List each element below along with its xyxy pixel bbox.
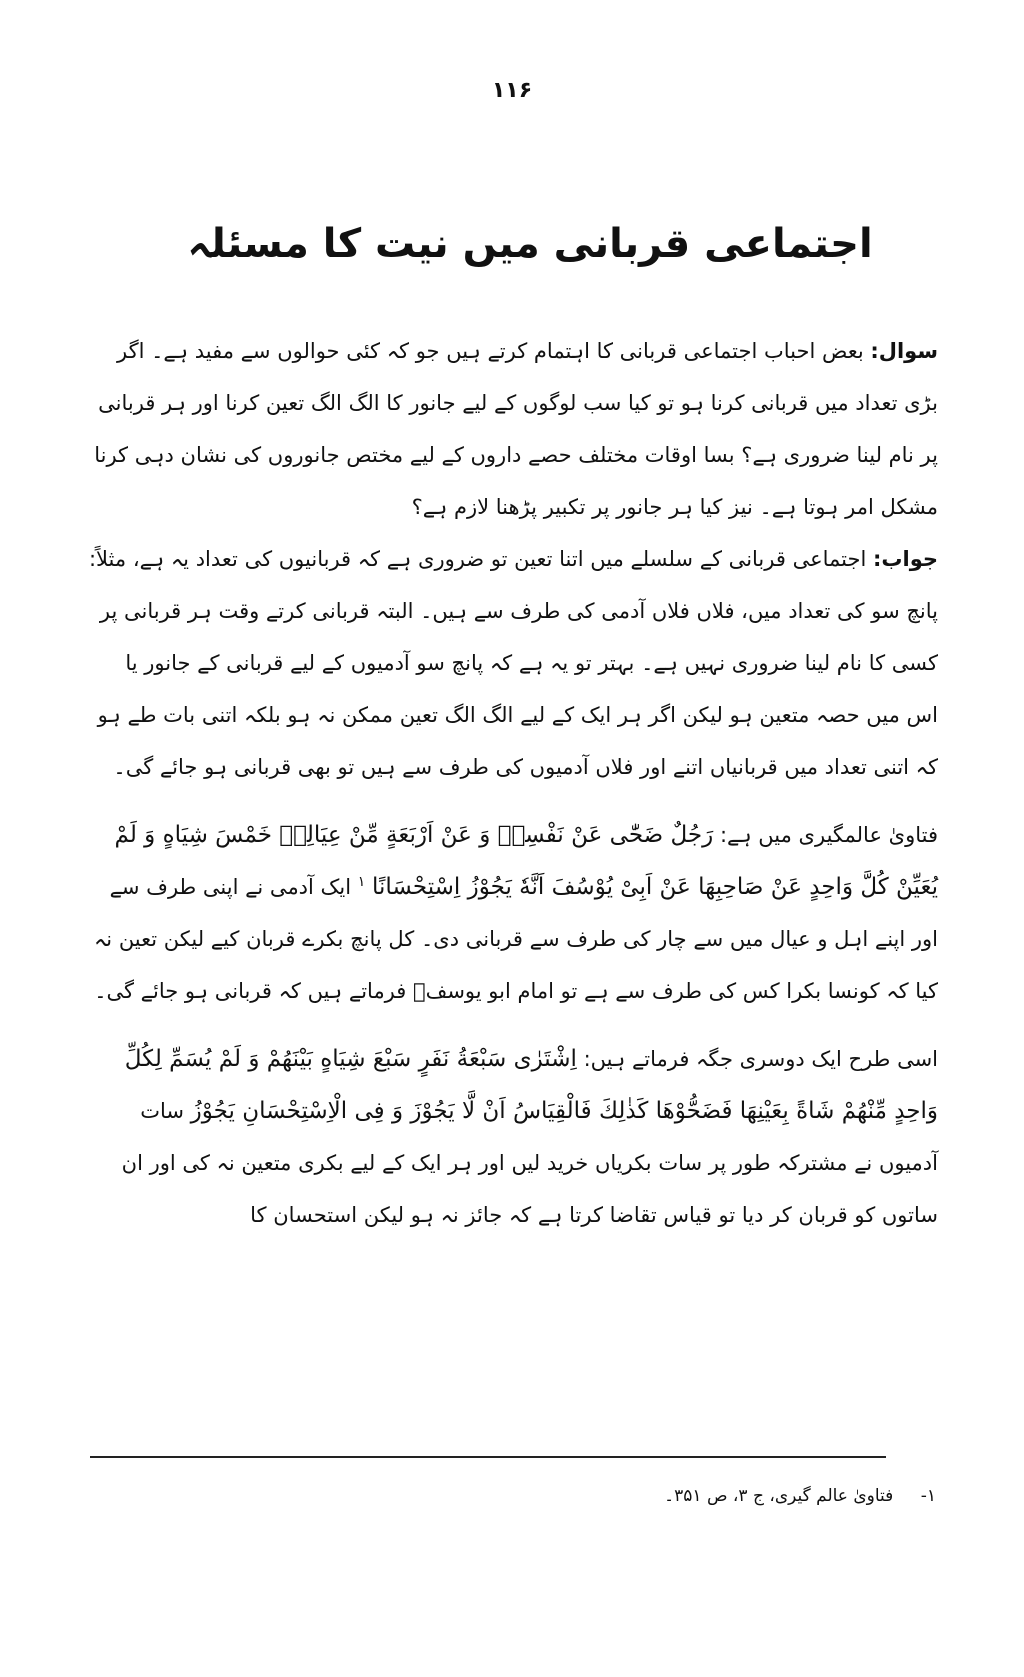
question-paragraph (88, 325, 938, 533)
answer-label: جواب: (873, 547, 938, 571)
answer-text: اجتماعی قربانی کے سلسلے میں اتنا تعین تو ضروری ہے کہ قربانیوں کی تعداد یہ ہے، مثلاً: پانچ سو کی تعداد میں، فلاں فلاں آدمی کی طرف سے ہیں۔ البتہ قربانی کرتے وقت ہر قربانی پر کسی کا نام لینا ضروری نہیں ہے۔ بہتر تو یہ ہے کہ پانچ سو آدمیوں کے لیے قربانی کے جانور یا اس میں حصہ متعین ہو لیکن اگر ہر ایک کے لیے الگ الگ تعین ممکن نہ ہو بلکہ اتنی بات طے ہو کہ اتنی تعداد میں قربانیاں اتنے اور فلاں آدمیوں کی طرف سے ہیں تو بھی قربانی ہو جائے گی۔ (88, 547, 938, 779)
body-text (88, 325, 938, 1241)
question-label: سوال: (870, 339, 938, 363)
citation-2-translation: سات آدمیوں نے مشترکہ طور پر سات بکریاں خرید لیں اور ہر ایک کے لیے بکری متعین نہ کی اور ان ساتوں کو قربان کر دیا تو قیاس تقاضا کرتا ہے کہ جائز نہ ہو لیکن استحسان کا (121, 1099, 938, 1227)
page-number: ۱۱۶ (491, 78, 533, 103)
citation-1-arabic: رَجُلٌ ضَحّٰی عَنْ نَفْسِهٖ وَ عَنْ اَرْبَعَةٍ مِّنْ عِيَالِهٖ خَمْسَ شِيَاهٍ وَ لَمْ يُعَيِّنْ كُلَّ وَاحِدٍ عَنْ صَاحِبِهَا عَنْ اَبِیْ يُوْسُفَ اَنَّهٗ يَجُوْزُ اِسْتِحْسَانًا (114, 822, 938, 900)
citation-2-intro: اسی طرح ایک دوسری جگہ فرماتے ہیں: (583, 1047, 938, 1071)
citation-2-paragraph (88, 1033, 938, 1241)
answer-paragraph (88, 533, 938, 793)
citation-2-arabic: اِشْتَرٰی سَبْعَةُ نَفَرٍ سَبْعَ شِيَاهٍ بَيْنَهُمْ وَ لَمْ يُسَمِّ لِكُلِّ وَاحِدٍ مِّنْهُمْ شَاةً بِعَيْنِهَا فَضَحُّوْهَا كَذٰلِكَ فَالْقِيَاسُ اَنْ لَّا يَجُوْزَ وَ فِی الْاِسْتِحْسَانِ يَجُوْزُ (124, 1046, 938, 1124)
footnote-divider (90, 1456, 886, 1458)
footnote-reference-mark: ۱ (357, 874, 366, 890)
page-title: اجتماعی قربانی میں نیت کا مسئلہ (187, 221, 873, 267)
footnote-text: فتاویٰ عالم گیری، ج ۳، ص ۳۵۱۔ (664, 1486, 894, 1506)
citation-1-translation: ایک آدمی نے اپنی طرف سے اور اپنے اہل و عیال میں سے چار کی طرف سے قربانی دی۔ کل پانچ بکرے قربان کیے لیکن تعین نہ کیا کہ کونسا بکرا کس کی طرف سے ہے تو امام ابو یوسفؒ فرماتے ہیں کہ قربانی ہو جائے گی۔ (94, 875, 938, 1003)
question-text: بعض احباب اجتماعی قربانی کا اہتمام کرتے ہیں جو کہ کئی حوالوں سے مفید ہے۔ اگر بڑی تعداد میں قربانی کرنا ہو تو کیا سب لوگوں کے لیے جانور کا الگ الگ تعین کرنا اور ہر قربانی پر نام لینا ضروری ہے؟ بسا اوقات مختلف حصے داروں کے لیے مختص جانوروں کی نشان دہی کرنا مشکل امر ہوتا ہے۔ نیز کیا ہر جانور پر تکبیر پڑھنا لازم ہے؟ (94, 339, 938, 519)
footnote-number: ۱- (920, 1486, 936, 1506)
citation-1-paragraph (88, 809, 938, 1017)
footnote (88, 1485, 936, 1506)
citation-1-intro: فتاویٰ عالمگیری میں ہے: (719, 823, 938, 847)
